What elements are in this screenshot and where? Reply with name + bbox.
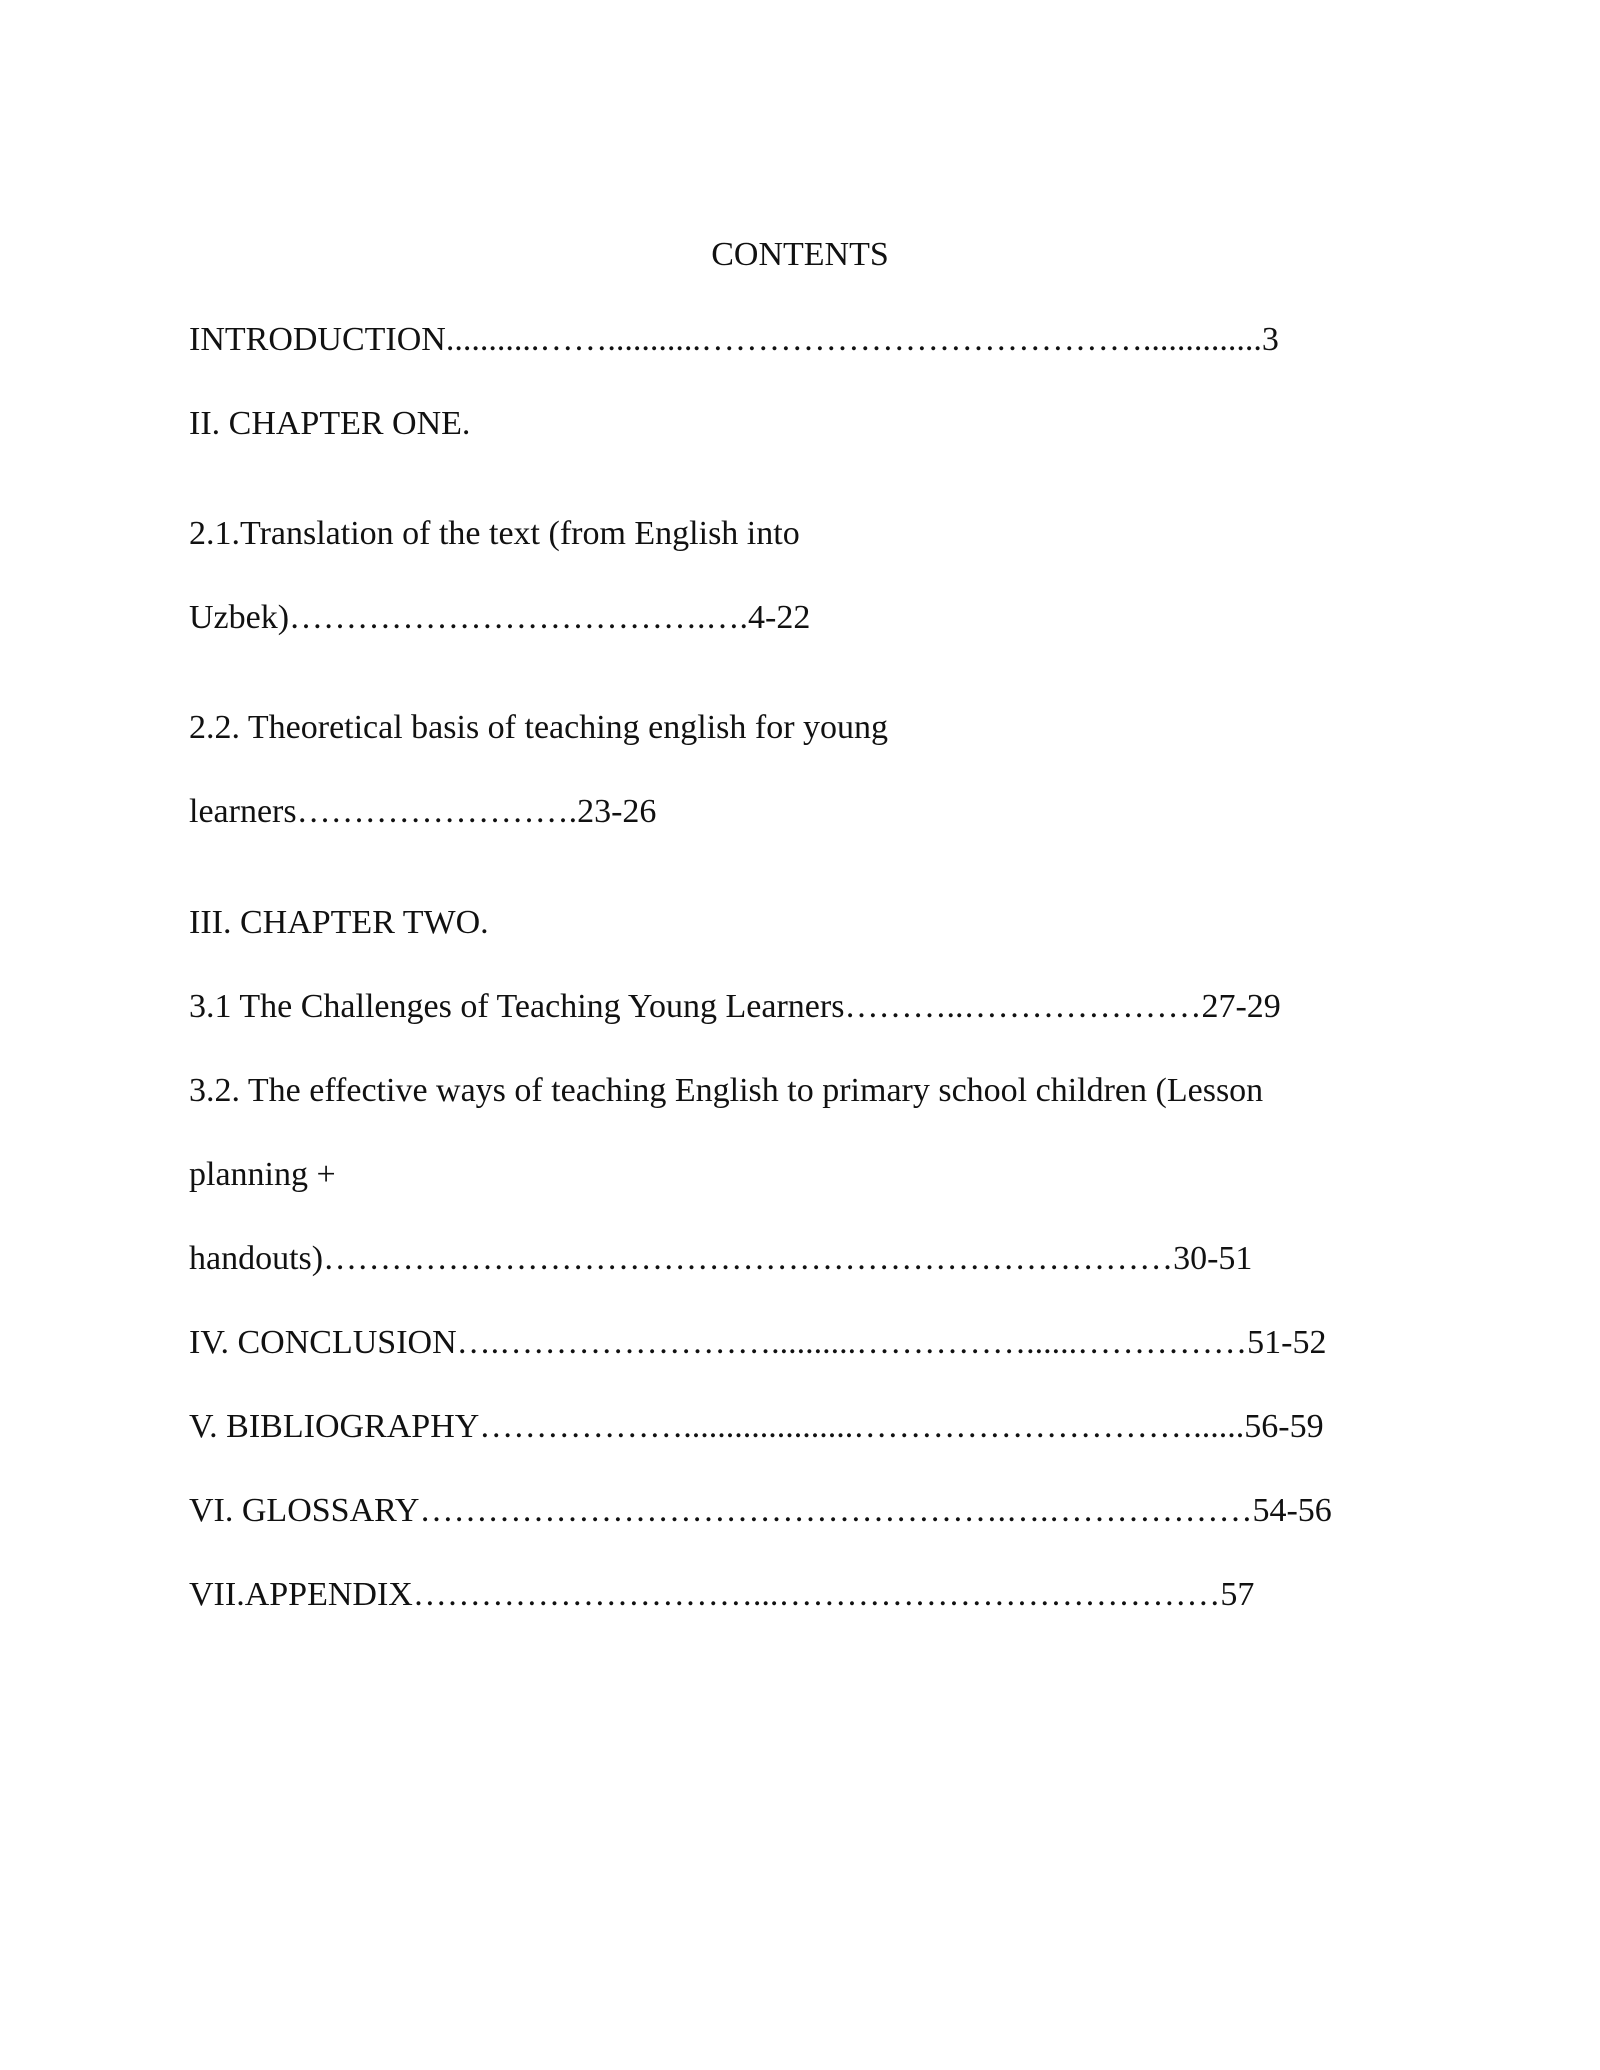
toc-entry-conclusion: IV. CONCLUSION….……………………..........……………......……………51-52 <box>189 1324 1327 1361</box>
toc-entry-3-2-line1: 3.2. The effective ways of teaching English to primary school children (Lesson <box>189 1072 1264 1109</box>
toc-entry-2-1-line1: 2.1.Translation of the text (from English into <box>189 515 800 552</box>
contents-title: CONTENTS <box>711 236 889 273</box>
toc-entry-3-2-line2: planning + <box>189 1156 336 1193</box>
toc-entry-2-2-line1: 2.2. Theoretical basis of teaching english for young <box>189 709 889 746</box>
toc-entry-bibliography: V. BIBLIOGRAPHY………………....................…………………………......56-59 <box>189 1408 1324 1445</box>
toc-chapter-one-heading: II. CHAPTER ONE. <box>189 405 471 442</box>
toc-entry-3-1: 3.1 The Challenges of Teaching Young Learners………..…………………27-29 <box>189 988 1281 1025</box>
toc-entry-introduction: INTRODUCTION...........……...........…………………………………..............3 <box>189 321 1279 358</box>
toc-entry-3-2-line3: handouts)…………………………………………………………………30-51 <box>189 1240 1253 1277</box>
toc-entry-2-2-line2: learners…………………….23-26 <box>189 793 657 830</box>
toc-entry-2-1-line2: Uzbek)……………………………….….4-22 <box>189 599 811 636</box>
toc-chapter-two-heading: III. CHAPTER TWO. <box>189 904 489 941</box>
toc-entry-glossary: VI. GLOSSARY…………………………………………….….………………54-56 <box>189 1492 1332 1529</box>
toc-entry-appendix: VII.APPENDIX…………………………...…………………………………57 <box>189 1576 1255 1613</box>
